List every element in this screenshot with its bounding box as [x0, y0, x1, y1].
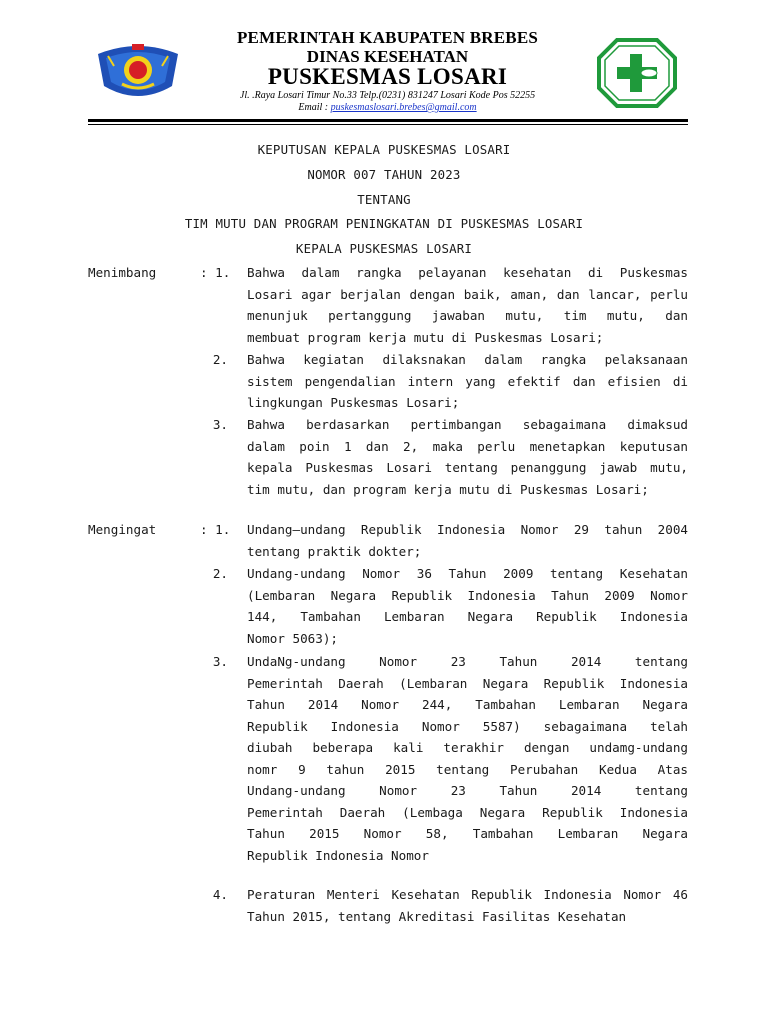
puskesmas-cross-logo-icon — [597, 38, 677, 108]
section-label-mengingat: Mengingat — [88, 522, 157, 537]
list-item-text — [247, 519, 688, 562]
text-line: nomr 9 tahun 2015 tentang Perubahan Kedua Atas — [247, 761, 688, 777]
decree-subject: TIM MUTU DAN PROGRAM PENINGKATAN DI PUSKESMAS LOSARI — [184, 216, 584, 231]
text-line: Tahun 2015 Nomor 58, Tambahan Lembaran Negara — [247, 826, 688, 841]
decree-title: KEPUTUSAN KEPALA PUSKESMAS LOSARI — [257, 142, 511, 157]
list-item-text — [247, 884, 688, 927]
list-item-text — [247, 262, 688, 348]
text-line: Peraturan Menteri Kesehatan Republik Indonesia Nomor 46 — [247, 887, 688, 902]
section-colon-mengingat: : 1. — [200, 522, 231, 537]
text-line: (Lembaran Negara Republik Indonesia Tahun 2009 Nomor — [247, 587, 688, 603]
email-label: Email : — [298, 102, 331, 113]
text-line: tim mutu, dan program kerja mutu di Puskesmas Losari; — [247, 481, 649, 497]
text-line: Bahwa dalam rangka pelayanan kesehatan di Puskesmas — [247, 265, 688, 280]
letterhead-divider-thin — [88, 124, 688, 125]
section-colon-menimbang: : 1. — [200, 265, 231, 280]
text-line: Republik Indonesia Nomor — [247, 847, 429, 863]
list-item-text — [247, 349, 688, 414]
text-line: Republik Indonesia Nomor 5587) sebagaimana telah — [247, 718, 688, 734]
text-line: menunjuk pertanggung jawaban mutu, tim mutu, dan — [247, 308, 688, 323]
decree-about: TENTANG — [357, 192, 411, 207]
text-line: Undang-undang Nomor 36 Tahun 2009 tentang Kesehatan — [247, 566, 688, 581]
decree-number: NOMOR 007 TAHUN 2023 — [307, 167, 461, 182]
text-line: Nomor 5063); — [247, 630, 338, 646]
text-line: sistem pengendalian intern yang efektif dan efisien di — [247, 373, 688, 389]
text-line: Pemerintah Daerah (Lembaran Negara Republik Indonesia — [247, 675, 688, 691]
text-line: Pemerintah Daerah (Lembaga Negara Republik Indonesia — [247, 804, 688, 820]
brebes-regency-emblem-icon — [92, 36, 184, 106]
decree-issuer: KEPALA PUSKESMAS LOSARI — [295, 241, 473, 256]
list-item-number: 2. — [212, 352, 228, 367]
text-line: Tahun 2014 Nomor 244, Tambahan Lembaran Negara — [247, 697, 688, 712]
email-link[interactable]: puskesmaslosari.brebes@gmail.com — [330, 102, 477, 113]
list-item-number: 2. — [212, 566, 228, 581]
list-item-number: 3. — [212, 654, 228, 669]
text-line: Bahwa berdasarkan pertimbangan sebagaimana dimaksud — [247, 417, 688, 432]
letterhead-divider-thick — [88, 119, 688, 122]
letterhead-government: PEMERINTAH KABUPATEN BREBES — [236, 28, 539, 47]
text-line: tentang praktik dokter; — [247, 543, 422, 559]
letterhead-address: Jl. .Raya Losari Timur No.33 Telp.(0231) 831247 Losari Kode Pos 52255 — [239, 90, 536, 101]
text-line: dalam poin 1 dan 2, maka perlu menetapkan keputusan — [247, 438, 688, 454]
text-line: diubah beberapa kali terakhir dengan undamg-undang — [247, 740, 688, 755]
letterhead-email-line — [190, 102, 585, 113]
text-line: kepala Puskesmas Losari tentang penanggung jawab mutu, — [247, 460, 688, 475]
letterhead-institution: PUSKESMAS LOSARI — [267, 64, 508, 89]
list-item-number: 4. — [212, 887, 228, 902]
list-item-text — [247, 414, 688, 500]
text-line: Undang–undang Republik Indonesia Nomor 29 tahun 2004 — [247, 522, 688, 537]
text-line: Bahwa kegiatan dilaksnakan dalam rangka pelaksanaan — [247, 352, 688, 367]
letterhead-department: DINAS KESEHATAN — [306, 47, 469, 66]
text-line: UndaNg-undang Nomor 23 Tahun 2014 tentang — [247, 654, 688, 669]
text-line: lingkungan Puskesmas Losari; — [247, 395, 460, 410]
list-item-text — [247, 651, 688, 866]
list-item-number: 3. — [212, 417, 228, 432]
section-label-menimbang: Menimbang — [88, 265, 157, 280]
text-line: Tahun 2015, tentang Akreditasi Fasilitas Kesehatan — [247, 908, 627, 924]
text-line: 144, Tambahan Lembaran Negara Republik Indonesia — [247, 609, 688, 624]
text-line: Undang-undang Nomor 23 Tahun 2014 tentang — [247, 783, 688, 798]
text-line: Losari agar berjalan dengan baik, aman, dan lancar, perlu — [247, 286, 688, 302]
list-item-text — [247, 563, 688, 649]
text-line: membuat program kerja mutu di Puskesmas Losari; — [247, 329, 604, 345]
